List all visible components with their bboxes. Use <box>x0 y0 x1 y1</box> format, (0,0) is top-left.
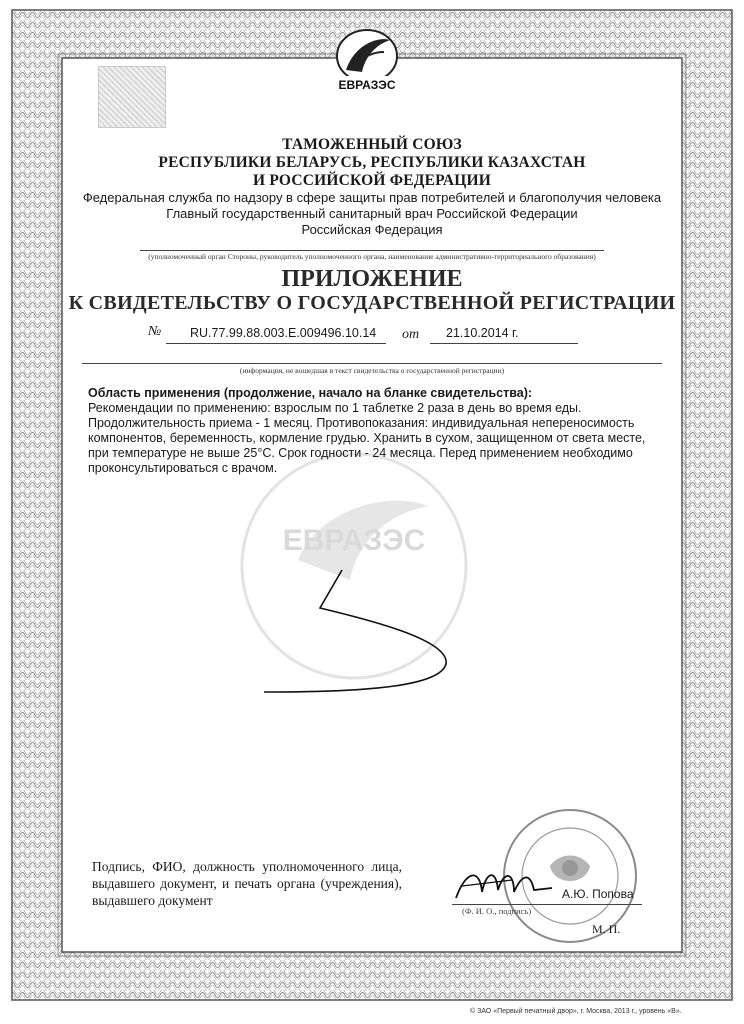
date-label: от <box>402 327 420 342</box>
header-rule <box>140 250 604 251</box>
signer-caption: (Ф. И. О., подпись) <box>462 906 532 916</box>
header-line-2: РЕСПУБЛИКИ БЕЛАРУСЬ, РЕСПУБЛИКИ КАЗАХСТАН <box>158 154 586 171</box>
signer-name: А.Ю. Попова <box>562 887 634 901</box>
signature-instructions: Подпись, ФИО, должность уполномоченного лица, выдавшего документ, и печать органа (учреждения), выдавшего документ <box>92 859 402 908</box>
header-line-3: И РОССИЙСКОЙ ФЕДЕРАЦИИ <box>253 172 491 189</box>
number-label: № <box>148 324 162 339</box>
header-line-5: Главный государственный санитарный врач Российской Федерации <box>166 206 578 221</box>
registration-date: 21.10.2014 г. <box>446 326 519 340</box>
scope-section <box>88 386 648 476</box>
scope-heading: Область применения (продолжение, начало на бланке свидетельства): <box>88 386 533 400</box>
seal-label: М. П. <box>592 922 621 936</box>
signature <box>452 862 562 906</box>
header-line-4: Федеральная служба по надзору в сфере защиты прав потребителей и благополучия человека <box>82 190 662 205</box>
issuer-header <box>60 136 684 238</box>
document-title: ПРИЛОЖЕНИЕ <box>281 266 463 292</box>
signer-rule <box>452 904 642 905</box>
number-rule <box>166 343 386 344</box>
info-rule <box>82 363 662 364</box>
header-line-6: Российская Федерация <box>301 222 443 237</box>
watermark-text: ЕВРАЗЭС <box>282 524 426 557</box>
logo-text: ЕВРАЗЭС <box>338 78 396 92</box>
hologram-patch <box>98 66 166 128</box>
scope-text: Рекомендации по применению: взрослым по 1 таблетке 2 раза в день во время еды. Продолжительность приема - 1 месяц. Противопоказания: индивидуальная непереносимость компонентов, беременность, кормление грудью. Хранить в сухом, защищенном от светa месте, при температуре не выше 25°С. Срок годности - 24 месяца. Перед применением необходимо проконсультироваться с врачом. <box>88 401 646 475</box>
printer-imprint: © ЗАО «Первый печатный двор», г. Москва, 2013 г., уровень «В». <box>470 1008 682 1015</box>
date-rule <box>430 343 578 344</box>
pen-stroke <box>250 560 480 700</box>
header-caption: (уполномоченный орган Стороны, руководитель уполномоченного органа, наименование административно-территориального образования) <box>148 252 596 261</box>
document-subtitle: К СВИДЕТЕЛЬСТВУ О ГОСУДАРСТВЕННОЙ РЕГИСТРАЦИИ <box>68 292 676 314</box>
registration-number: RU.77.99.88.003.E.009496.10.14 <box>190 326 377 340</box>
info-caption: (информация, не вошедшая в текст свидетельства о государственной регистрации) <box>239 366 505 375</box>
header-line-1: ТАМОЖЕННЫЙ СОЮЗ <box>282 136 462 153</box>
evrazes-logo <box>324 26 410 96</box>
